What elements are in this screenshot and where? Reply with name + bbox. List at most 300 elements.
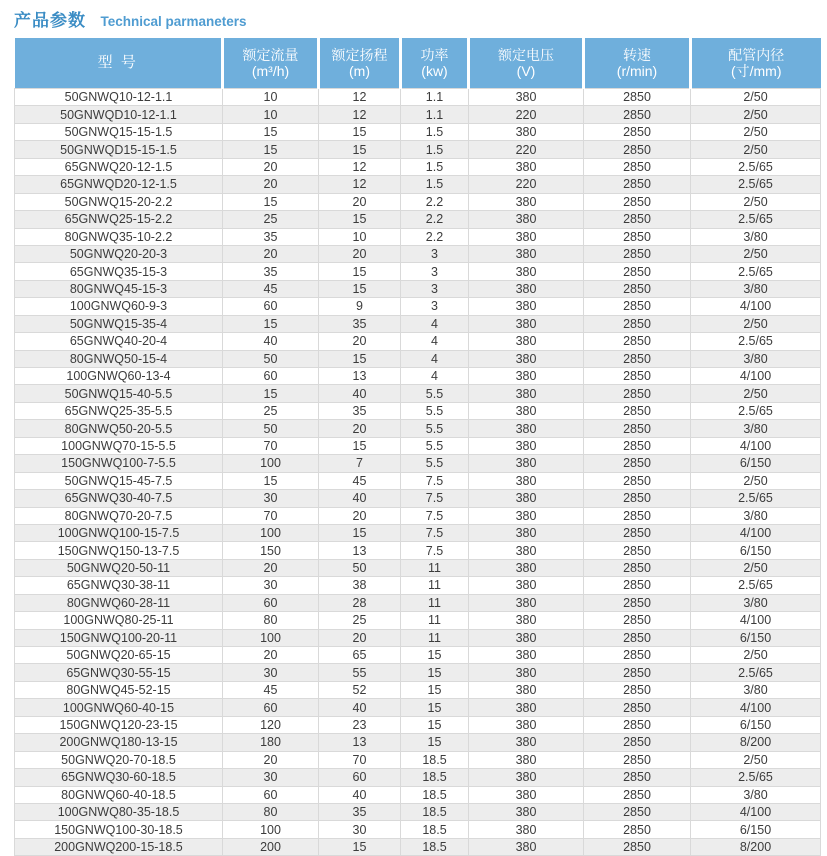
cell-model: 65GNWQ30-40-7.5 [15,490,223,507]
cell-voltage: 220 [469,106,584,123]
cell-voltage: 380 [469,280,584,297]
cell-model: 50GNWQ20-70-18.5 [15,751,223,768]
cell-speed: 2850 [584,263,691,280]
cell-power: 3 [401,263,469,280]
cell-pipe: 3/80 [691,420,821,437]
cell-flow: 25 [223,402,319,419]
cell-pipe: 2/50 [691,106,821,123]
table-row [15,123,821,140]
cell-head: 40 [319,385,401,402]
column-header-power-label: 功率 [420,47,449,63]
table-row [15,664,821,681]
cell-power: 18.5 [401,769,469,786]
cell-pipe: 4/100 [691,612,821,629]
cell-head: 23 [319,716,401,733]
cell-model: 50GNWQ15-15-1.5 [15,123,223,140]
cell-pipe: 4/100 [691,437,821,454]
cell-pipe: 4/100 [691,298,821,315]
cell-speed: 2850 [584,507,691,524]
cell-speed: 2850 [584,472,691,489]
cell-power: 15 [401,734,469,751]
cell-flow: 20 [223,245,319,262]
cell-speed: 2850 [584,245,691,262]
cell-power: 1.1 [401,89,469,106]
table-row [15,263,821,280]
table-row [15,455,821,472]
cell-pipe: 3/80 [691,350,821,367]
cell-flow: 20 [223,751,319,768]
cell-voltage: 380 [469,542,584,559]
table-row [15,245,821,262]
table-body [15,89,821,856]
cell-head: 20 [319,507,401,524]
column-header-pipe [691,38,821,89]
cell-power: 18.5 [401,838,469,855]
cell-speed: 2850 [584,228,691,245]
column-header-voltage-label: 额定电压 [498,47,554,63]
cell-power: 11 [401,612,469,629]
cell-pipe: 8/200 [691,838,821,855]
table-row [15,298,821,315]
cell-power: 4 [401,350,469,367]
table-row [15,507,821,524]
table-row [15,490,821,507]
cell-speed: 2850 [584,821,691,838]
cell-model: 150GNWQ120-23-15 [15,716,223,733]
cell-voltage: 380 [469,647,584,664]
cell-pipe: 6/150 [691,629,821,646]
cell-pipe: 2/50 [691,559,821,576]
cell-power: 7.5 [401,542,469,559]
cell-pipe: 4/100 [691,524,821,541]
cell-voltage: 380 [469,263,584,280]
cell-speed: 2850 [584,559,691,576]
table-row [15,89,821,106]
cell-speed: 2850 [584,158,691,175]
cell-flow: 100 [223,629,319,646]
table-row [15,821,821,838]
cell-head: 45 [319,472,401,489]
cell-model: 100GNWQ80-35-18.5 [15,803,223,820]
cell-voltage: 380 [469,402,584,419]
table-row [15,158,821,175]
cell-power: 5.5 [401,455,469,472]
cell-speed: 2850 [584,751,691,768]
cell-head: 15 [319,838,401,855]
cell-voltage: 380 [469,716,584,733]
column-header-flow-label: 额定流量 [242,47,299,63]
cell-speed: 2850 [584,193,691,210]
cell-power: 3 [401,298,469,315]
cell-speed: 2850 [584,838,691,855]
cell-head: 12 [319,176,401,193]
cell-model: 50GNWQ15-40-5.5 [15,385,223,402]
cell-pipe: 2.5/65 [691,211,821,228]
cell-voltage: 380 [469,455,584,472]
cell-model: 200GNWQ180-13-15 [15,734,223,751]
column-header-pipe-unit: (寸/mm) [730,63,782,79]
cell-model: 80GNWQ45-15-3 [15,280,223,297]
cell-voltage: 380 [469,629,584,646]
cell-flow: 80 [223,803,319,820]
cell-voltage: 380 [469,594,584,611]
cell-head: 35 [319,402,401,419]
cell-speed: 2850 [584,594,691,611]
cell-model: 100GNWQ60-9-3 [15,298,223,315]
cell-power: 4 [401,315,469,332]
cell-power: 18.5 [401,751,469,768]
cell-pipe: 2.5/65 [691,158,821,175]
cell-speed: 2850 [584,106,691,123]
page-title-en: Technical parmaneters [100,14,247,29]
cell-voltage: 380 [469,803,584,820]
cell-speed: 2850 [584,542,691,559]
cell-voltage: 380 [469,89,584,106]
cell-speed: 2850 [584,524,691,541]
cell-speed: 2850 [584,368,691,385]
cell-flow: 100 [223,524,319,541]
cell-head: 60 [319,769,401,786]
cell-flow: 25 [223,211,319,228]
cell-head: 15 [319,350,401,367]
cell-head: 40 [319,490,401,507]
cell-head: 20 [319,629,401,646]
cell-flow: 60 [223,699,319,716]
cell-power: 2.2 [401,193,469,210]
cell-voltage: 380 [469,838,584,855]
cell-voltage: 380 [469,559,584,576]
cell-voltage: 380 [469,734,584,751]
cell-voltage: 380 [469,786,584,803]
cell-power: 15 [401,716,469,733]
cell-speed: 2850 [584,333,691,350]
column-header-head [319,38,401,89]
cell-flow: 80 [223,612,319,629]
table-row [15,211,821,228]
table-row [15,333,821,350]
cell-voltage: 380 [469,437,584,454]
cell-model: 100GNWQ80-25-11 [15,612,223,629]
cell-head: 12 [319,158,401,175]
cell-model: 65GNWQ35-15-3 [15,263,223,280]
cell-pipe: 6/150 [691,821,821,838]
cell-power: 1.5 [401,158,469,175]
cell-head: 7 [319,455,401,472]
cell-head: 15 [319,141,401,158]
cell-head: 70 [319,751,401,768]
cell-head: 13 [319,368,401,385]
cell-flow: 200 [223,838,319,855]
cell-voltage: 380 [469,420,584,437]
table-row [15,803,821,820]
table-row [15,228,821,245]
cell-pipe: 8/200 [691,734,821,751]
cell-voltage: 380 [469,664,584,681]
cell-pipe: 6/150 [691,716,821,733]
cell-flow: 180 [223,734,319,751]
cell-speed: 2850 [584,350,691,367]
cell-model: 100GNWQ70-15-5.5 [15,437,223,454]
cell-pipe: 3/80 [691,280,821,297]
cell-speed: 2850 [584,786,691,803]
cell-power: 11 [401,594,469,611]
cell-power: 7.5 [401,490,469,507]
cell-flow: 45 [223,681,319,698]
cell-head: 50 [319,559,401,576]
cell-speed: 2850 [584,123,691,140]
cell-speed: 2850 [584,298,691,315]
cell-flow: 20 [223,647,319,664]
column-header-speed-unit: (r/min) [616,63,658,79]
cell-voltage: 380 [469,769,584,786]
table-header [15,38,821,89]
table-row [15,577,821,594]
cell-pipe: 3/80 [691,507,821,524]
column-header-model-label: 型 号 [97,54,138,71]
cell-voltage: 380 [469,368,584,385]
cell-model: 80GNWQ45-52-15 [15,681,223,698]
cell-voltage: 380 [469,123,584,140]
cell-flow: 15 [223,472,319,489]
column-header-head-label: 额定扬程 [331,47,388,63]
page-title-zh: 产品参数 [14,11,86,30]
cell-pipe: 2.5/65 [691,577,821,594]
column-header-power [401,38,469,89]
column-header-voltage [469,38,584,89]
cell-model: 65GNWQ30-60-18.5 [15,769,223,786]
cell-head: 20 [319,245,401,262]
cell-flow: 10 [223,89,319,106]
cell-head: 15 [319,524,401,541]
cell-pipe: 2/50 [691,245,821,262]
cell-power: 7.5 [401,472,469,489]
column-header-power-unit: (kw) [421,63,448,79]
cell-speed: 2850 [584,664,691,681]
cell-voltage: 220 [469,141,584,158]
cell-pipe: 3/80 [691,228,821,245]
cell-voltage: 380 [469,228,584,245]
cell-head: 12 [319,106,401,123]
cell-head: 40 [319,699,401,716]
cell-voltage: 380 [469,821,584,838]
cell-speed: 2850 [584,699,691,716]
cell-model: 80GNWQ70-20-7.5 [15,507,223,524]
cell-model: 50GNWQ15-20-2.2 [15,193,223,210]
cell-model: 50GNWQ20-20-3 [15,245,223,262]
cell-head: 9 [319,298,401,315]
cell-power: 15 [401,699,469,716]
cell-voltage: 380 [469,681,584,698]
cell-model: 150GNWQ100-30-18.5 [15,821,223,838]
cell-power: 11 [401,577,469,594]
cell-model: 150GNWQ100-7-5.5 [15,455,223,472]
cell-model: 65GNWQ30-38-11 [15,577,223,594]
cell-head: 55 [319,664,401,681]
cell-voltage: 380 [469,211,584,228]
cell-power: 15 [401,647,469,664]
column-header-voltage-unit: (V) [516,63,536,79]
cell-flow: 60 [223,786,319,803]
table-row [15,559,821,576]
cell-head: 20 [319,420,401,437]
cell-pipe: 2.5/65 [691,664,821,681]
table-row [15,315,821,332]
cell-voltage: 380 [469,193,584,210]
cell-voltage: 380 [469,472,584,489]
cell-speed: 2850 [584,402,691,419]
cell-model: 65GNWQ25-35-5.5 [15,402,223,419]
cell-voltage: 380 [469,699,584,716]
cell-pipe: 4/100 [691,803,821,820]
column-header-flow [223,38,319,89]
cell-head: 15 [319,211,401,228]
cell-voltage: 380 [469,577,584,594]
table-row [15,141,821,158]
cell-pipe: 2/50 [691,141,821,158]
cell-power: 5.5 [401,437,469,454]
cell-model: 50GNWQ15-45-7.5 [15,472,223,489]
cell-pipe: 2.5/65 [691,769,821,786]
cell-speed: 2850 [584,437,691,454]
cell-voltage: 380 [469,385,584,402]
page-title [14,6,247,31]
cell-head: 15 [319,263,401,280]
cell-power: 1.1 [401,106,469,123]
column-header-head-unit: (m) [349,63,370,79]
cell-model: 80GNWQ50-20-5.5 [15,420,223,437]
cell-model: 80GNWQ60-28-11 [15,594,223,611]
table-row [15,472,821,489]
cell-head: 15 [319,123,401,140]
cell-pipe: 2/50 [691,385,821,402]
table-row [15,716,821,733]
cell-power: 5.5 [401,385,469,402]
cell-pipe: 6/150 [691,542,821,559]
cell-model: 65GNWQ20-12-1.5 [15,158,223,175]
cell-voltage: 380 [469,315,584,332]
cell-model: 80GNWQ60-40-18.5 [15,786,223,803]
cell-speed: 2850 [584,89,691,106]
cell-pipe: 3/80 [691,594,821,611]
table-row [15,106,821,123]
cell-pipe: 2/50 [691,647,821,664]
cell-voltage: 380 [469,507,584,524]
cell-flow: 35 [223,228,319,245]
table-row [15,681,821,698]
cell-flow: 60 [223,368,319,385]
cell-pipe: 2.5/65 [691,402,821,419]
table-row [15,542,821,559]
cell-pipe: 2/50 [691,193,821,210]
cell-head: 40 [319,786,401,803]
table-header-row [15,38,821,89]
cell-pipe: 2.5/65 [691,263,821,280]
cell-head: 10 [319,228,401,245]
table-row [15,402,821,419]
cell-model: 65GNWQD20-12-1.5 [15,176,223,193]
cell-model: 65GNWQ30-55-15 [15,664,223,681]
cell-speed: 2850 [584,280,691,297]
cell-head: 38 [319,577,401,594]
cell-pipe: 3/80 [691,681,821,698]
cell-pipe: 3/80 [691,786,821,803]
cell-model: 65GNWQ25-15-2.2 [15,211,223,228]
cell-power: 3 [401,280,469,297]
cell-flow: 15 [223,141,319,158]
cell-model: 150GNWQ150-13-7.5 [15,542,223,559]
cell-flow: 30 [223,577,319,594]
cell-model: 50GNWQ10-12-1.1 [15,89,223,106]
cell-power: 18.5 [401,803,469,820]
cell-power: 7.5 [401,507,469,524]
cell-flow: 45 [223,280,319,297]
cell-flow: 15 [223,385,319,402]
cell-head: 65 [319,647,401,664]
cell-voltage: 380 [469,751,584,768]
cell-flow: 60 [223,594,319,611]
cell-head: 35 [319,315,401,332]
cell-head: 13 [319,542,401,559]
cell-power: 18.5 [401,821,469,838]
cell-flow: 30 [223,664,319,681]
column-header-speed-label: 转速 [623,47,651,63]
table-row [15,193,821,210]
table-row [15,280,821,297]
cell-head: 13 [319,734,401,751]
table-row [15,420,821,437]
cell-head: 15 [319,280,401,297]
cell-power: 18.5 [401,786,469,803]
cell-speed: 2850 [584,141,691,158]
cell-head: 12 [319,89,401,106]
table-row [15,786,821,803]
cell-flow: 30 [223,490,319,507]
cell-power: 5.5 [401,402,469,419]
table-row [15,769,821,786]
cell-flow: 100 [223,821,319,838]
cell-model: 80GNWQ35-10-2.2 [15,228,223,245]
cell-speed: 2850 [584,315,691,332]
cell-power: 4 [401,368,469,385]
table-row [15,176,821,193]
cell-model: 80GNWQ50-15-4 [15,350,223,367]
table-row [15,524,821,541]
cell-speed: 2850 [584,681,691,698]
cell-flow: 70 [223,507,319,524]
cell-power: 1.5 [401,176,469,193]
cell-speed: 2850 [584,612,691,629]
cell-model: 100GNWQ60-40-15 [15,699,223,716]
table-row [15,612,821,629]
cell-speed: 2850 [584,385,691,402]
cell-flow: 120 [223,716,319,733]
cell-pipe: 2/50 [691,123,821,140]
cell-power: 7.5 [401,524,469,541]
cell-flow: 20 [223,559,319,576]
cell-pipe: 6/150 [691,455,821,472]
technical-parameters-table [14,38,821,856]
cell-model: 200GNWQ200-15-18.5 [15,838,223,855]
cell-power: 2.2 [401,211,469,228]
cell-flow: 15 [223,315,319,332]
table-row [15,594,821,611]
table-row [15,734,821,751]
cell-model: 50GNWQD15-15-1.5 [15,141,223,158]
cell-power: 5.5 [401,420,469,437]
table-row [15,838,821,855]
cell-speed: 2850 [584,629,691,646]
cell-pipe: 2/50 [691,751,821,768]
